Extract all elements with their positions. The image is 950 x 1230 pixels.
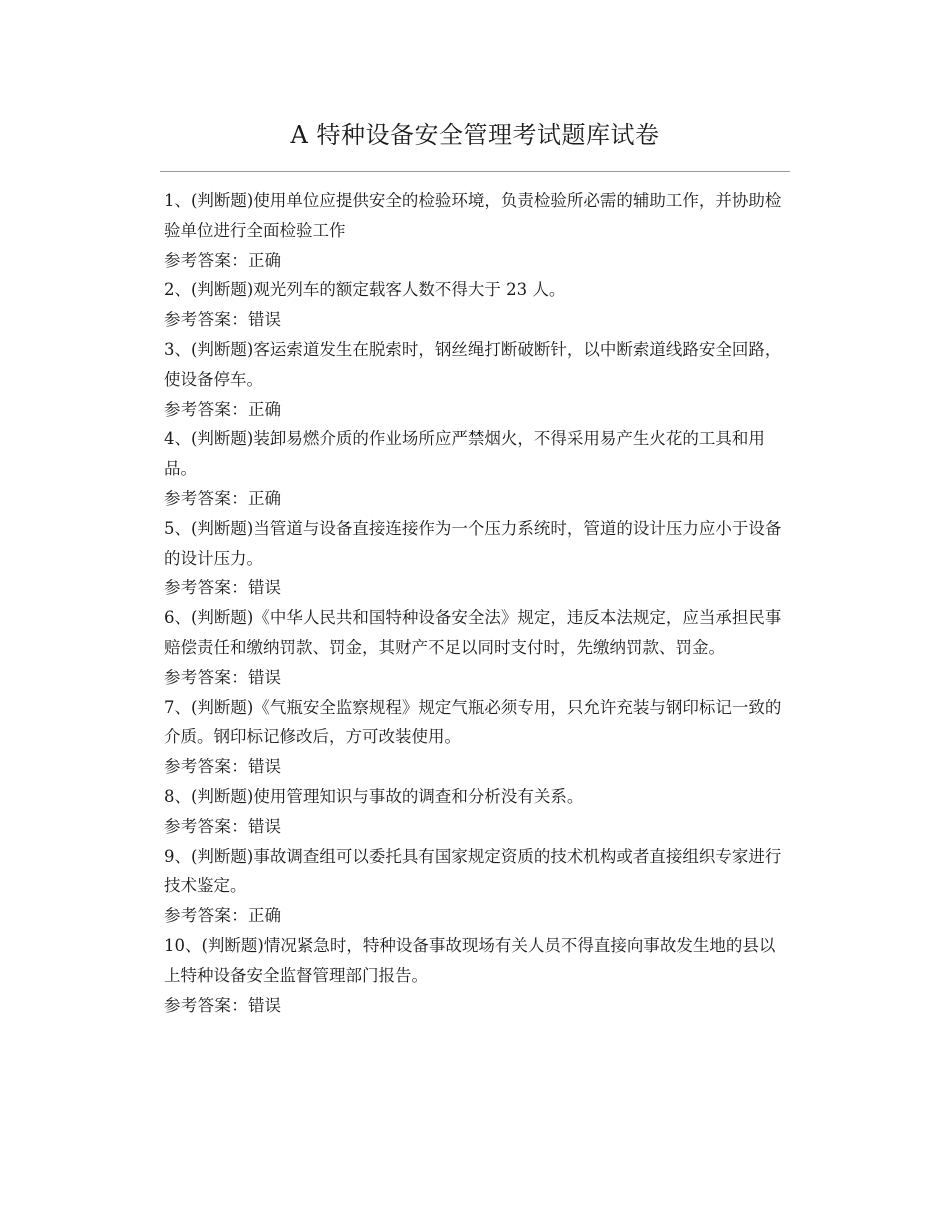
question-number: 7、 [164, 697, 191, 717]
answer-value: 错误 [248, 310, 281, 330]
question-text [164, 186, 790, 246]
answer-label: 参考答案： [164, 667, 248, 687]
question-text [164, 931, 790, 991]
answer-line [164, 395, 790, 425]
question-item-6 [164, 603, 790, 692]
question-number: 3、 [164, 339, 191, 359]
document-title: A 特种设备安全管理考试题库试卷 [290, 121, 660, 149]
title-divider [160, 171, 790, 172]
question-text [164, 842, 790, 902]
question-item-8 [164, 782, 790, 842]
answer-line [164, 246, 790, 276]
question-list [164, 186, 790, 1020]
answer-line [164, 991, 790, 1021]
answer-value: 正确 [248, 906, 281, 926]
answer-label: 参考答案： [164, 906, 248, 926]
question-number: 9、 [164, 846, 191, 866]
answer-line [164, 305, 790, 335]
answer-label: 参考答案： [164, 757, 248, 777]
question-body: (判断题)使用单位应提供安全的检验环境，负责检验所必需的辅助工作，并协助检验单位进行全面检验工作 [164, 191, 782, 240]
answer-line [164, 484, 790, 514]
question-body: (判断题)当管道与设备直接连接作为一个压力系统时，管道的设计压力应小于设备的设计压力。 [164, 518, 782, 568]
question-text [164, 603, 790, 663]
answer-label: 参考答案： [164, 310, 248, 330]
question-text [164, 693, 790, 753]
answer-value: 错误 [248, 578, 281, 598]
question-item-9 [164, 842, 790, 931]
question-body: (判断题)《气瓶安全监察规程》规定气瓶必须专用，只允许充装与钢印标记一致的介质。钢印标记修改后，方可改装使用。 [164, 697, 782, 747]
answer-value: 正确 [248, 488, 281, 508]
answer-value: 错误 [248, 667, 281, 687]
answer-line [164, 901, 790, 931]
question-item-10 [164, 931, 790, 1020]
answer-value: 错误 [248, 757, 281, 777]
answer-line [164, 812, 790, 842]
answer-value: 错误 [248, 995, 281, 1015]
question-text [164, 275, 790, 305]
question-item-5 [164, 514, 790, 603]
answer-label: 参考答案： [164, 995, 248, 1015]
question-body: (判断题)观光列车的额定载客人数不得大于 23 人。 [191, 280, 566, 300]
question-item-1 [164, 186, 790, 275]
question-number: 2、 [164, 280, 191, 300]
answer-value: 错误 [248, 816, 281, 836]
question-body: (判断题)客运索道发生在脱索时，钢丝绳打断破断针，以中断索道线路安全回路，使设备停车。 [164, 339, 782, 389]
answer-label: 参考答案： [164, 250, 248, 270]
question-body: (判断题)装卸易燃介质的作业场所应严禁烟火，不得采用易产生火花的工具和用品。 [164, 429, 765, 479]
question-number: 8、 [164, 786, 191, 806]
answer-line [164, 663, 790, 693]
question-item-3 [164, 335, 790, 424]
answer-line [164, 752, 790, 782]
question-text [164, 335, 790, 395]
question-number: 4、 [164, 429, 191, 449]
question-body: (判断题)使用管理知识与事故的调查和分析没有关系。 [191, 786, 584, 806]
question-number: 10、 [164, 935, 202, 955]
answer-label: 参考答案： [164, 399, 248, 419]
question-number: 5、 [164, 518, 191, 538]
answer-value: 正确 [248, 250, 281, 270]
answer-label: 参考答案： [164, 816, 248, 836]
answer-value: 正确 [248, 399, 281, 419]
question-item-7 [164, 693, 790, 782]
question-body: (判断题)《中华人民共和国特种设备安全法》规定，违反本法规定，应当承担民事赔偿责任和缴纳罚款、罚金，其财产不足以同时支付时，先缴纳罚款、罚金。 [164, 608, 782, 657]
question-number: 6、 [164, 608, 191, 628]
question-number: 1、 [164, 191, 191, 210]
question-item-2 [164, 275, 790, 335]
question-body: (判断题)情况紧急时，特种设备事故现场有关人员不得直接向事故发生地的县以上特种设备安全监督管理部门报告。 [164, 935, 776, 985]
answer-line [164, 573, 790, 603]
question-item-4 [164, 424, 790, 513]
question-body: (判断题)事故调查组可以委托具有国家规定资质的技术机构或者直接组织专家进行技术鉴定。 [164, 846, 782, 896]
question-text [164, 782, 790, 812]
question-text [164, 424, 790, 484]
question-text [164, 514, 790, 574]
answer-label: 参考答案： [164, 578, 248, 598]
answer-label: 参考答案： [164, 488, 248, 508]
